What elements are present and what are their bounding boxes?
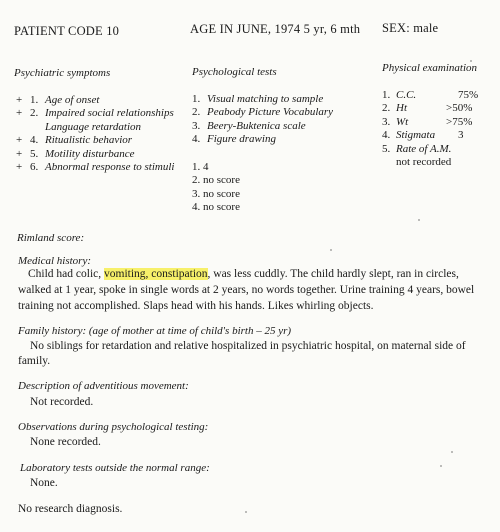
list-item: Language retardation [45,120,142,133]
medical-history-heading: Medical history: [18,255,92,267]
list-item: + 1. Age of onset [16,94,100,106]
list-item: 1. C.C. 75% [382,89,479,101]
family-history-heading: Family history: (age of mother at time of child's birth – 25 yr) [18,325,292,337]
laboratory-tests-value: None. [30,477,58,489]
list-item: 4. Figure drawing [192,133,276,146]
patient-code: PATIENT CODE 10 [14,24,120,38]
list-item: 5. Rate of A.M. [382,142,452,155]
list-item: + 2. Impaired social relationships [16,107,174,120]
scan-speck [470,60,472,62]
list-item: 1. 4 [192,161,209,173]
rate-am-value: not recorded [396,155,452,168]
list-item: + 4. Ritualistic behavior [16,134,133,147]
list-item: 2. Ht >50% [382,102,473,115]
adventitious-movement-value: Not recorded. [30,396,94,408]
test-results-list [192,161,240,215]
observations-heading: Observations during psychological testing: [18,421,209,433]
scan-speck [440,465,442,467]
psychological-tests-title: Psychological tests [192,66,277,78]
list-item: 2. Peabody Picture Vocabulary [192,106,334,119]
list-item: 1. Visual matching to sample [192,93,324,105]
research-diagnosis: No research diagnosis. [18,503,123,515]
list-item: 3. Wt >75% [382,115,473,128]
medical-history-line: Child had colic, vomiting, constipation, was less cuddly. The child hardly slept, ran in circles, [28,268,459,280]
list-item: 4. no score [192,201,240,214]
scan-speck [330,249,332,251]
list-item: 2. no score [192,174,240,187]
psychological-tests-list [192,93,333,147]
medical-history-line: training not accomplished. Slaps head with his hands. Likes whirling objects. [18,300,374,312]
physical-examination-list [382,89,492,169]
family-history-line: No siblings for retardation and relative hospitalized in psychiatric hospital, on maternal side of [30,340,466,352]
list-item: 3. Beery-Buktenica scale [192,119,306,132]
scan-speck [245,511,247,513]
rimland-score-heading: Rimland score: [17,232,85,244]
psychiatric-symptoms-list [16,94,174,174]
list-item: + 5. Motility disturbance [16,147,135,160]
physical-examination-title: Physical examination [382,62,478,74]
age-field: AGE IN JUNE, 1974 5 yr, 6 mth [190,22,361,36]
sex-field: SEX: male [382,21,439,35]
adventitious-movement-heading: Description of adventitious movement: [18,380,189,392]
list-item: 3. no score [192,187,240,200]
list-item: + 6. Abnormal response to stimuli [16,160,175,173]
medical-history-line: walked at 1 year, spoke in single words at 2 years, no words together. Urine training 4 years, bowel [18,284,475,296]
highlighted-text: vomiting, constipation [104,268,208,280]
list-item: 4. Stigmata 3 [382,129,464,142]
family-history-line: family. [18,355,51,367]
observations-value: None recorded. [30,436,101,448]
psychiatric-symptoms-title: Psychiatric symptoms [14,67,111,79]
laboratory-tests-heading: Laboratory tests outside the normal range: [20,462,210,474]
scan-speck [451,451,453,453]
scan-speck [418,219,420,221]
